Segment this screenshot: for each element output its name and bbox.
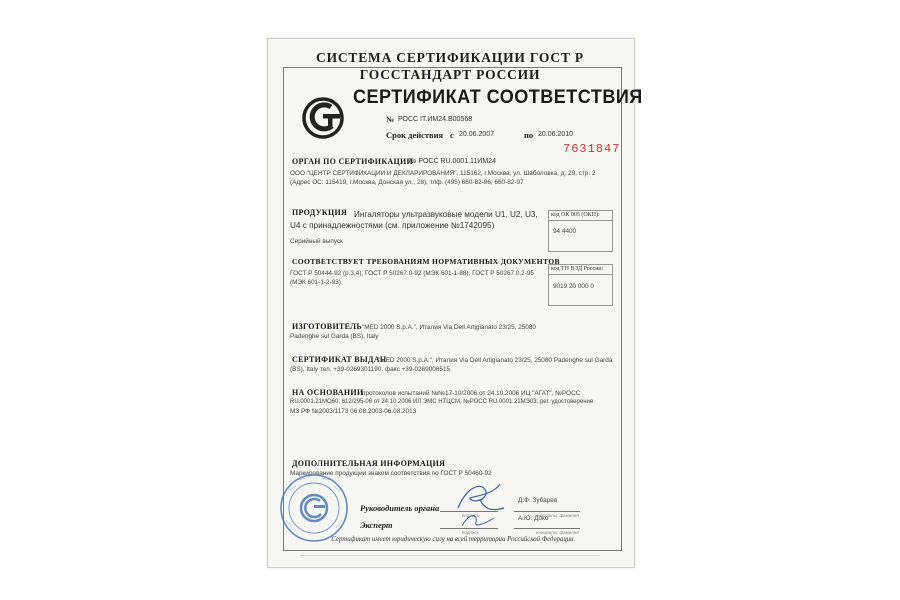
manufacturer-line1: "MED 2000 S.p.A.", Италия Via Dell Artigianato 23/25, 25080 — [362, 324, 536, 331]
conformity-label: СООТВЕТСТВУЕТ ТРЕБОВАНИЯМ НОРМАТИВНЫХ ДОКУМЕНТОВ — [292, 257, 560, 266]
header-system-title: СИСТЕМА СЕРТИФИКАЦИИ ГОСТ Р — [316, 50, 584, 65]
expert-name: А.Ю. Доко — [518, 515, 549, 522]
additional-line1: Маркирование продукции знаком соответствия по ГОСТ Р 50460-92 — [290, 470, 492, 477]
tnved-value: 9019 20 000 0 — [553, 283, 594, 290]
basis-line3: МЗ РФ №2003/1173 06.08.2003-06.08.2013 — [290, 408, 417, 415]
basis-label: НА ОСНОВАНИИ — [292, 388, 364, 397]
okp-label: код ОК 005 (ОКП): — [551, 212, 600, 218]
cert-number-label: № — [386, 115, 395, 124]
basis-line1: протоколов испытаний №№17-10/2006 от 24.10.2006 ИЦ "АГАТ", №РОСС — [362, 390, 581, 397]
product-line1: Ингаляторы ультразвуковые модели U1, U2, U3, — [354, 210, 538, 219]
expert-label: Эксперт — [360, 520, 393, 530]
manufacturer-line2: Padenghe sul Garda (BS), Italy — [290, 333, 379, 340]
validity-label: Срок действия — [386, 130, 444, 140]
footer-fine-print — [300, 555, 600, 556]
organ-label: ОРГАН ПО СЕРТИФИКАЦИИ — [292, 157, 414, 166]
official-stamp-icon — [278, 472, 350, 544]
okp-divider — [548, 220, 612, 221]
manufacturer-label: ИЗГОТОВИТЕЛЬ — [292, 322, 362, 331]
basis-line2: RU.0001.21МО60; 612/295-06 от 24.10.2006 ИЛ ЭМС НТЦСМ, №РОСС RU.0001.21МЭ03; рег. удостоверение — [290, 399, 594, 405]
footer-legal-note: Сертификат имеет юридическую силу на всей территории Российской Федерации — [331, 536, 574, 543]
issued-to-label: СЕРТИФИКАТ ВЫДАН — [292, 355, 387, 364]
issued-to-line2: (BS), Italy тел. +39-0269301190, факс +39-0269006515 — [290, 366, 451, 373]
head-name-caption: инициалы, фамилия — [536, 513, 579, 518]
head-name-line — [514, 511, 580, 512]
head-sign-caption: подпись — [462, 513, 480, 518]
expert-signature-icon — [458, 510, 498, 532]
additional-label: ДОПОЛНИТЕЛЬНАЯ ИНФОРМАЦИЯ — [292, 459, 446, 468]
product-label: ПРОДУКЦИЯ — [292, 208, 348, 217]
expert-sign-caption: подпись — [462, 530, 480, 535]
issued-to-line1: "MED 2000 S.p.A.", Италия Via Dell Artigianato 23/25, 25080 Padenghe sul Garda — [378, 357, 613, 364]
organ-number: № РОСС RU.0001.11ИМ24 — [409, 158, 496, 165]
gost-logo-icon — [301, 96, 345, 140]
product-serial-note: Серийный выпуск — [290, 238, 343, 245]
serial-number: 7631847 — [563, 142, 621, 156]
validity-to-label: по — [524, 130, 534, 140]
validity-from-label: с — [450, 130, 454, 140]
certificate-title: СЕРТИФИКАТ СООТВЕТСТВИЯ — [353, 87, 643, 108]
product-line2: U4 с принадлежностями (см. приложение №1742095) — [290, 221, 495, 230]
tnved-divider — [548, 274, 612, 275]
organ-line1: ООО "ЦЕНТР СЕРТИФИКАЦИИ И ДЕКЛАРИРОВАНИЯ". 115162, г.Москва, ул. Шаболовка, д. 29, стр. 2 — [290, 170, 596, 177]
conformity-line2: (МЭК 601-1-2-93) — [290, 279, 341, 286]
cert-number: РОСС IT.ИМ24.В00568 — [398, 116, 473, 123]
okp-value: 94 4400 — [553, 228, 577, 235]
tnved-label: код ТН ВЭД России: — [551, 266, 604, 272]
expert-name-caption: инициалы, фамилия — [536, 530, 579, 535]
conformity-line1: ГОСТ Р 50444-92 (р.3,4), ГОСТ Р 50267.0-92 (МЭК 601-1-88), ГОСТ Р 50267.0.2-95 — [290, 270, 534, 277]
validity-from: 20.06.2007 — [459, 131, 495, 138]
organ-line2: (Адрес ОС: 115419, г.Москва, Донская ул., 28), тлф. (495) 660-82-96, 660-82-97 — [290, 179, 524, 186]
header-gosstandart: ГОССТАНДАРТ РОССИИ — [359, 67, 541, 82]
validity-to: 20.06.2010 — [538, 131, 574, 138]
head-label: Руководитель органа — [360, 503, 440, 513]
head-name: Д.Ф. Зубарев — [518, 497, 558, 504]
expert-name-line — [514, 528, 580, 529]
